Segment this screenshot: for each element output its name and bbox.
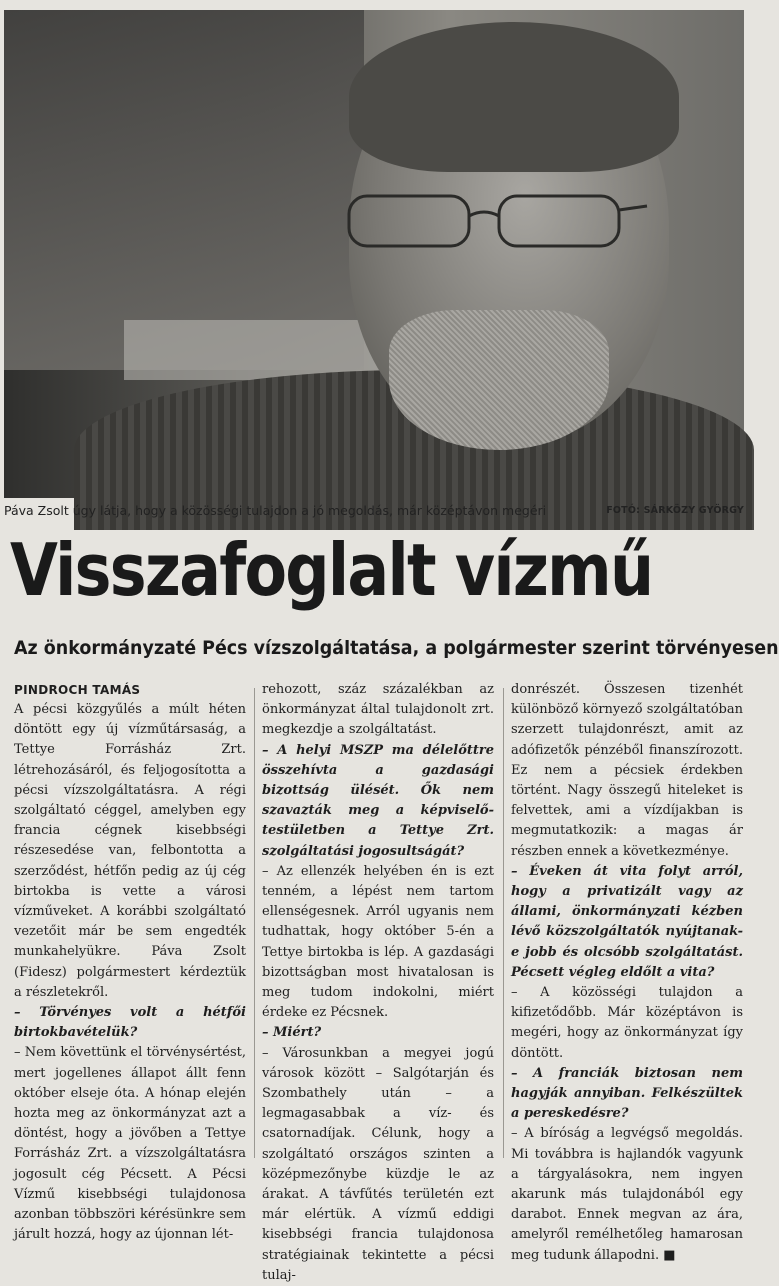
article-paragraph: A pécsi közgyűlés a múlt héten döntött egy új vízműtársaság, a Tettye Forrásház Zrt. létrehozásáról, és feljogosította a pécsi vízszolgáltatásra. A régi szolgáltató céggel, amelyben egy francia cégnek kisebbségi részesedése van, felbontotta a szerződést, hétfőn pedig az új cég birtokba is vette a városi vízműveket. A korábbi szolgáltató vezetőit már be sem engedték munkahelyükre. Páva Zsolt (Fidesz) polgármestert kérdeztük a részletekről.: [14, 702, 246, 1000]
article-paragraph: rehozott, száz százalékban az önkormányzat által tulajdonolt zrt. megkezdje a szolgáltatást.: [262, 682, 494, 738]
column-divider: [503, 688, 504, 1158]
article-paragraph: – Nem követtünk el törvénysértést, mert jogellenes állapot állt fenn október elseje óta. A hónap elején hozta meg az önkormányzat azt a döntést, hogy a jövőben a Tettye Forrásház Zrt. a vízszolgáltatásra jogosult cég Pécsett. A Pécsi Vízmű kisebbségi tulajdonosa azonban többszöri kérésünkre sem járult hozzá, hogy az újonnan lét-: [14, 1045, 246, 1243]
interview-question: – A helyi MSZP ma délelőttre összehívta a gazdasági bizottság ülését. Ők nem szavazták meg a képviselő-testületben a Tettye Zrt. szolgáltatási jogosultságát?: [262, 742, 494, 859]
photo-credit: FOTÓ: SÁRKÖZY GYÖRGY: [606, 505, 744, 516]
byline: PINDROCH TAMÁS: [14, 683, 141, 697]
article-paragraph: – Városunkban a megyei jogú városok között – Salgótarján és Szombathely után – a legmagasabbak a víz- és csatornadíjak. Célunk, hogy a szolgáltató országos szinten a középmezőnybe küzdje le az árakat. A távfűtés területén ezt már elértük. A vízmű eddigi kisebbségi francia tulajdonosa stratégiainak tekintette a pécsi tulaj-: [262, 1045, 494, 1283]
interview-question: – Éveken át vita folyt arról, hogy a privatizált vagy az állami, önkormányzati kézben lévő közszolgáltatók nyújtanak-e jobb és olcsóbb szolgáltatást. Pécsett végleg eldőlt a vita?: [511, 863, 743, 980]
glasses-icon: [339, 188, 649, 258]
caption-text: Páva Zsolt úgy látja, hogy a közösségi tulajdon a jó megoldás, már középtávon megéri: [4, 503, 547, 518]
article-paragraph: – A közösségi tulajdon a kifizetődőbb. Már középtávon is megéri, hogy az önkormányzat így döntött.: [511, 985, 743, 1061]
interview-question: – Miért?: [262, 1025, 322, 1041]
subheadline: Az önkormányzaté Pécs vízszolgáltatása, a polgármester szerint törvényesen: [14, 637, 779, 659]
article-paragraph: – A bíróság a legvégső megoldás. Mi továbbra is hajlandók vagyunk a tárgyalásokra, nem ingyen akarunk más tulajdonából egy darabot. Ennek megvan az ára, amelyről remélhetőleg hamarosan meg tudunk állapodni. ■: [511, 1126, 743, 1263]
column-divider: [254, 688, 255, 1158]
portrait-photo: [4, 10, 744, 498]
article-paragraph: – Az ellenzék helyében én is ezt tenném, a lépést nem tartom ellenségesnek. Arról ugyanis nem tudhattak, hogy október 5-én a Tettye birtokba is lép. A gazdasági bizottságban most hivatalosan is meg tudom indokolni, miért érdeke ez Pécsnek.: [262, 863, 494, 1021]
interview-question: – Törvényes volt a hétfői birtokbavételük?: [14, 1005, 246, 1041]
article-column-1: [14, 680, 246, 1243]
beard: [389, 310, 609, 450]
background-wall: [4, 10, 364, 370]
article-paragraph: donrészét. Összesen tizenhét különböző környező szolgáltatóban szerzett tulajdonrészt, amit az adófizetők pénzéből finanszírozott. Ez nem a pécsiek érdekben történt. Nagy összegű hiteleket is felvettek, ami a vízdíjakban is megmutatkozik: a magas ár részben ennek a következménye.: [511, 682, 743, 859]
photo-caption: [4, 502, 744, 520]
article-column-2: [262, 680, 494, 1283]
interview-question: – A franciák biztosan nem hagyják annyiban. Felkészültek a pereskedésre?: [511, 1065, 743, 1122]
article-column-3: [511, 680, 743, 1263]
hair: [349, 22, 679, 172]
headline: Visszafoglalt vízmű: [10, 528, 653, 612]
